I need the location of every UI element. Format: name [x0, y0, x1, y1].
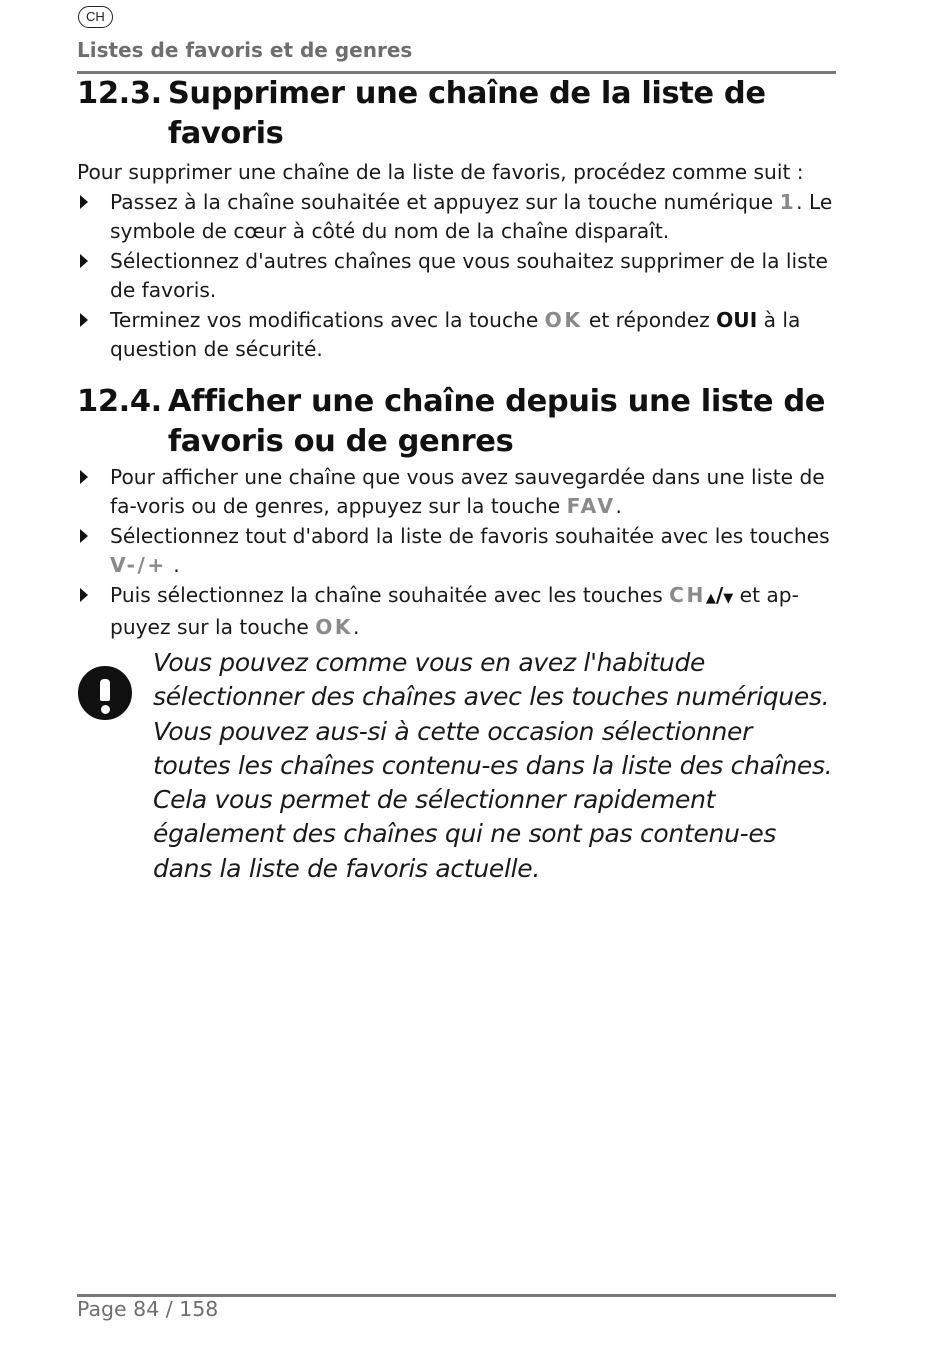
key-label-ch: CH — [669, 583, 706, 607]
step-text: et ap-puyez sur la touche — [110, 583, 799, 639]
list-item — [77, 463, 837, 521]
list-item — [77, 522, 837, 580]
step-text: Sélectionnez d'autres chaînes que vous souhaitez supprimer de la liste de favoris. — [110, 249, 828, 302]
list-item — [77, 581, 837, 642]
step-text: . — [166, 553, 180, 577]
bullet-triangle-icon — [80, 254, 88, 268]
step-text: Pour afficher une chaîne que vous avez sauvegardée dans une liste de fa-voris ou de genres, appuyez sur la touche — [110, 465, 825, 518]
step-text: Sélectionnez tout d'abord la liste de favoris souhaitée avec les touches — [110, 524, 830, 548]
key-label-fav: FAV — [566, 494, 616, 518]
bullet-triangle-icon — [80, 470, 88, 484]
key-label-1: 1 — [779, 190, 797, 214]
section-12-3-heading — [77, 74, 837, 154]
section-number: 12.3. — [77, 76, 162, 111]
step-text: Passez à la chaîne souhaitée et appuyez sur la touche numérique — [110, 190, 780, 214]
note-text: Vous pouvez comme vous en avez l'habitude sélectionner des chaînes avec les touches numériques. Vous pouvez aus-si à cette occasion sélectionner toutes les chaînes contenu-es dans la liste des chaînes. Cela vous permet de sélectionner rapidement également des chaînes qui ne sont pas contenu-es dans la liste de favoris actuelle. — [153, 648, 833, 883]
step-text: et répondez — [582, 308, 717, 332]
key-label-ok: OK — [544, 308, 583, 332]
arrow-up-icon: ▲ — [705, 591, 716, 606]
key-label-volume: V-/+ — [110, 553, 167, 577]
bullet-triangle-icon — [80, 195, 88, 209]
step-text: Puis sélectionnez la chaîne souhaitée avec les touches — [110, 583, 670, 607]
list-item — [77, 188, 837, 246]
step-text: . — [615, 494, 622, 518]
note-block — [77, 646, 837, 886]
section-12-3-steps — [77, 188, 837, 364]
step-text: . Le symbole de cœur à côté du nom de la chaîne disparaît. — [110, 190, 833, 243]
page-content — [77, 74, 837, 886]
step-text: . — [353, 615, 360, 639]
bullet-triangle-icon — [80, 313, 88, 327]
step-text: à la question de sécurité. — [110, 308, 801, 361]
section-intro: Pour supprimer une chaîne de la liste de favoris, procédez comme suit : — [77, 160, 804, 184]
section-12-4-heading — [77, 382, 837, 462]
answer-oui: OUI — [716, 308, 758, 332]
bullet-triangle-icon — [80, 588, 88, 602]
section-title: Afficher une chaîne depuis une liste de favoris ou de genres — [167, 384, 826, 459]
page-number: Page 84 / 158 — [77, 1297, 219, 1321]
list-item — [77, 306, 837, 364]
bullet-triangle-icon — [80, 529, 88, 543]
key-separator: / — [715, 583, 724, 607]
section-title: Supprimer une chaîne de la liste de favoris — [167, 76, 766, 151]
list-item — [77, 247, 837, 305]
section-12-4-steps — [77, 463, 837, 642]
exclamation-icon — [78, 666, 132, 720]
running-header: Listes de favoris et de genres — [77, 38, 413, 62]
key-label-ok: OK — [315, 615, 354, 639]
arrow-down-icon: ▼ — [723, 591, 734, 606]
section-number: 12.4. — [77, 384, 162, 419]
country-code-badge: CH — [78, 6, 113, 28]
step-text: Terminez vos modifications avec la touche — [110, 308, 545, 332]
